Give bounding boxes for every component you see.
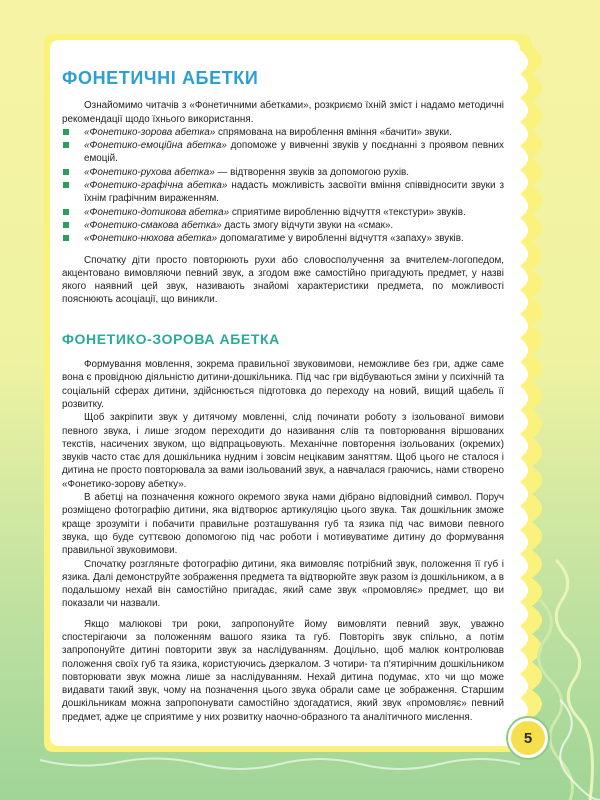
page-number-badge: 5 (508, 718, 548, 758)
square-bullet-icon (63, 182, 69, 188)
body-paragraph: В абетці на позначення кожного окремого звука нами дібрано відповідний символ. Поруч розміщено фотографію дитини, яка відтворює артикуляцію цього звука. Так дошкільник зможе краще зрозуміти і побачити правильне розташування губ та язика під час вимови певного звука, що буде суттєвою допомогою під час роботи і мотивуватиме дитину до формування правильної звуковимови. (62, 492, 504, 557)
square-bullet-icon (63, 129, 69, 135)
list-item: «Фонетико-рухова абетка» — відтворення звуків за допомогою рухів. (62, 166, 504, 179)
square-bullet-icon (63, 169, 69, 175)
list-item: «Фонетико-емоційна абетка» допоможе у вивченні звуків у поєднанні з проявом певних емоцій. (62, 139, 504, 166)
decor-wave-line (40, 758, 520, 769)
section-heading: ФОНЕТИКО-ЗОРОВА АБЕТКА (62, 330, 280, 347)
page-content (62, 68, 504, 724)
main-heading: ФОНЕТИЧНІ АБЕТКИ (62, 68, 259, 88)
square-bullet-icon (63, 235, 69, 241)
body-paragraph: Щоб закріпити звук у дитячому мовленні, слід починати роботу з ізольованої вимови певного звука, і лише згодом переходити до називання слів та повторювання віршованих текстів, насичених звуком, що відпрацьовують. Механічне повторення ізольованих (окремих) звуків часто стає для дошкільника нудним і зовсім нецікавим заняттям. Щоб цього не сталося і дитина не просто повторювала за вами ізольований звук, а навчалася граючись, нами створено «Фонетико-зорову абетку». (62, 412, 504, 490)
intro-paragraph: Ознайомимо читачів з «Фонетичними абетками», розкриємо їхній зміст і надамо методичні рекомендації щодо їхнього використання. (62, 100, 504, 125)
square-bullet-icon (63, 222, 69, 228)
list-item: «Фонетико-зорова абетка» спрямована на вироблення вміння «бачити» звуки. (62, 126, 504, 139)
body-paragraph: Якщо малюкові три роки, запропонуйте йому вимовляти певний звук, уважно спостерігаючи за положенням вашого язика та губ. Повторіть звук спільно, а потім запропонуйте дитині повторити звук за наслідуванням. Доцільно, щоб малюк контролював положення своїх губ та язика, користуючись дзеркалом. З чотири- та п'ятирічним дошкільником повторювати звук можна лише за наслідуванням. Нехай дитина подумає, хто чи що може видавати такий звук, чому на позначення цього звука обрали саме це зображення. Старшим дошкільникам можна запропонувати самостійно здогадатися, який звук «промовляє» певний предмет, адже це сприятиме у них розвитку наочно-образного та аналітичного мислення. (62, 618, 504, 723)
list-item: «Фонетико-нюхова абетка» допомагатиме у виробленні відчуття «запаху» звуків. (62, 232, 504, 245)
alphabet-list (62, 126, 504, 246)
list-item: «Фонетико-смакова абетка» дасть змогу відчути звуки на «смак». (62, 219, 504, 232)
square-bullet-icon (63, 209, 69, 215)
body-paragraph: Формування мовлення, зокрема правильної звуковимови, неможливе без гри, адже саме вона є провідною діяльністю дитини-дошкільника. Під час гри відбуваються зміни у психічній та соціальній сферах дитини, здійснюється підготовка до переходу на новий, вищий щабель її розвитку. (62, 359, 504, 410)
square-bullet-icon (63, 142, 69, 148)
decor-wave-line (560, 700, 600, 800)
list-item: «Фонетико-дотикова абетка» сприятиме виробленню відчуття «текстури» звуків. (62, 206, 504, 219)
method-paragraph: Спочатку діти просто повторюють рухи або словосполучення за вчителем-логопедом, акцентовано вимовляючи певний звук, а згодом вже самостійно пригадують предмет, у назві якого наявний цей звук, називають знайомі характеристики предмета, по можливості пояснюють асоціації, що виникли. (62, 254, 504, 306)
body-paragraph: Спочатку розгляньте фотографію дитини, яка вимовляє потрібний звук, положення її губ і язика. Далі демонструйте зображення предмета та відтворюйте звук разом із дошкільником, а в подальшому нехай він самостійно пригадає, який саме звук «промовляє» предмет, що ви показали чи назвали. (62, 558, 504, 610)
list-item: «Фонетико-графічна абетка» надасть можливість засвоїти вміння співвідносити звуки з їхнім графічним вираженням. (62, 179, 504, 206)
